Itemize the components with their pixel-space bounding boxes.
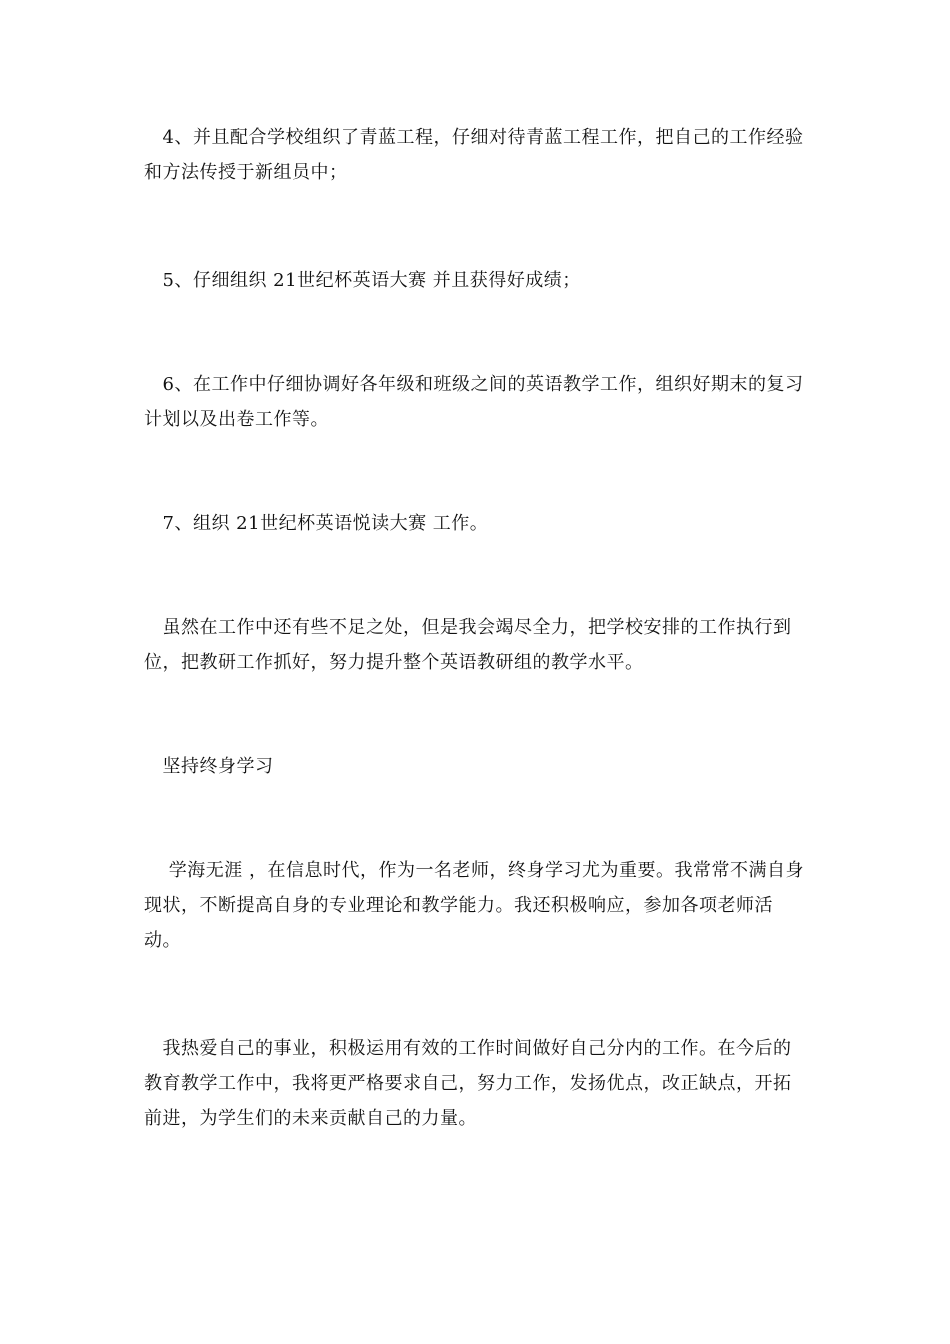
paragraph-text: 6、在工作中仔细协调好各年级和班级之间的英语教学工作，组织好期末的复习计划以及出卷工作等。 bbox=[144, 374, 804, 430]
indent bbox=[144, 374, 163, 395]
section-heading bbox=[144, 749, 809, 784]
paragraph-learning bbox=[144, 853, 809, 958]
paragraph-item-5 bbox=[144, 263, 809, 298]
indent bbox=[144, 127, 163, 148]
indent bbox=[144, 860, 163, 881]
indent bbox=[144, 756, 163, 777]
paragraph-text: 5、仔细组织 21世纪杯英语大赛 并且获得好成绩； bbox=[162, 270, 581, 291]
indent bbox=[144, 1038, 163, 1059]
paragraph-text: 我热爱自己的事业，积极运用有效的工作时间做好自己分内的工作。在今后的教育教学工作中，我将更严格要求自己，努力工作，发扬优点，改正缺点，开拓前进，为学生们的未来贡献自己的力量。 bbox=[144, 1038, 792, 1129]
paragraph-text: 4、并且配合学校组织了青蓝工程，仔细对待青蓝工程工作，把自己的工作经验和方法传授于新组员中； bbox=[144, 127, 804, 183]
paragraph-item-7 bbox=[144, 506, 809, 541]
paragraph-conclusion bbox=[144, 1031, 809, 1136]
indent bbox=[144, 617, 163, 638]
indent bbox=[144, 270, 163, 291]
paragraph-item-6 bbox=[144, 367, 809, 437]
paragraph-text: 7、组织 21世纪杯英语悦读大赛 工作。 bbox=[162, 513, 489, 534]
paragraph-text: 学海无涯 ，在信息时代，作为一名老师，终身学习尤为重要。我常常不满自身现状，不断提高自身的专业理论和教学能力。我还积极响应，参加各项老师活动。 bbox=[144, 860, 804, 951]
paragraph-item-4 bbox=[144, 120, 809, 190]
indent bbox=[144, 513, 163, 534]
paragraph-summary bbox=[144, 610, 809, 680]
paragraph-text: 虽然在工作中还有些不足之处，但是我会竭尽全力，把学校安排的工作执行到位，把教研工作抓好，努力提升整个英语教研组的教学水平。 bbox=[144, 617, 792, 673]
heading-text: 坚持终身学习 bbox=[162, 756, 274, 777]
